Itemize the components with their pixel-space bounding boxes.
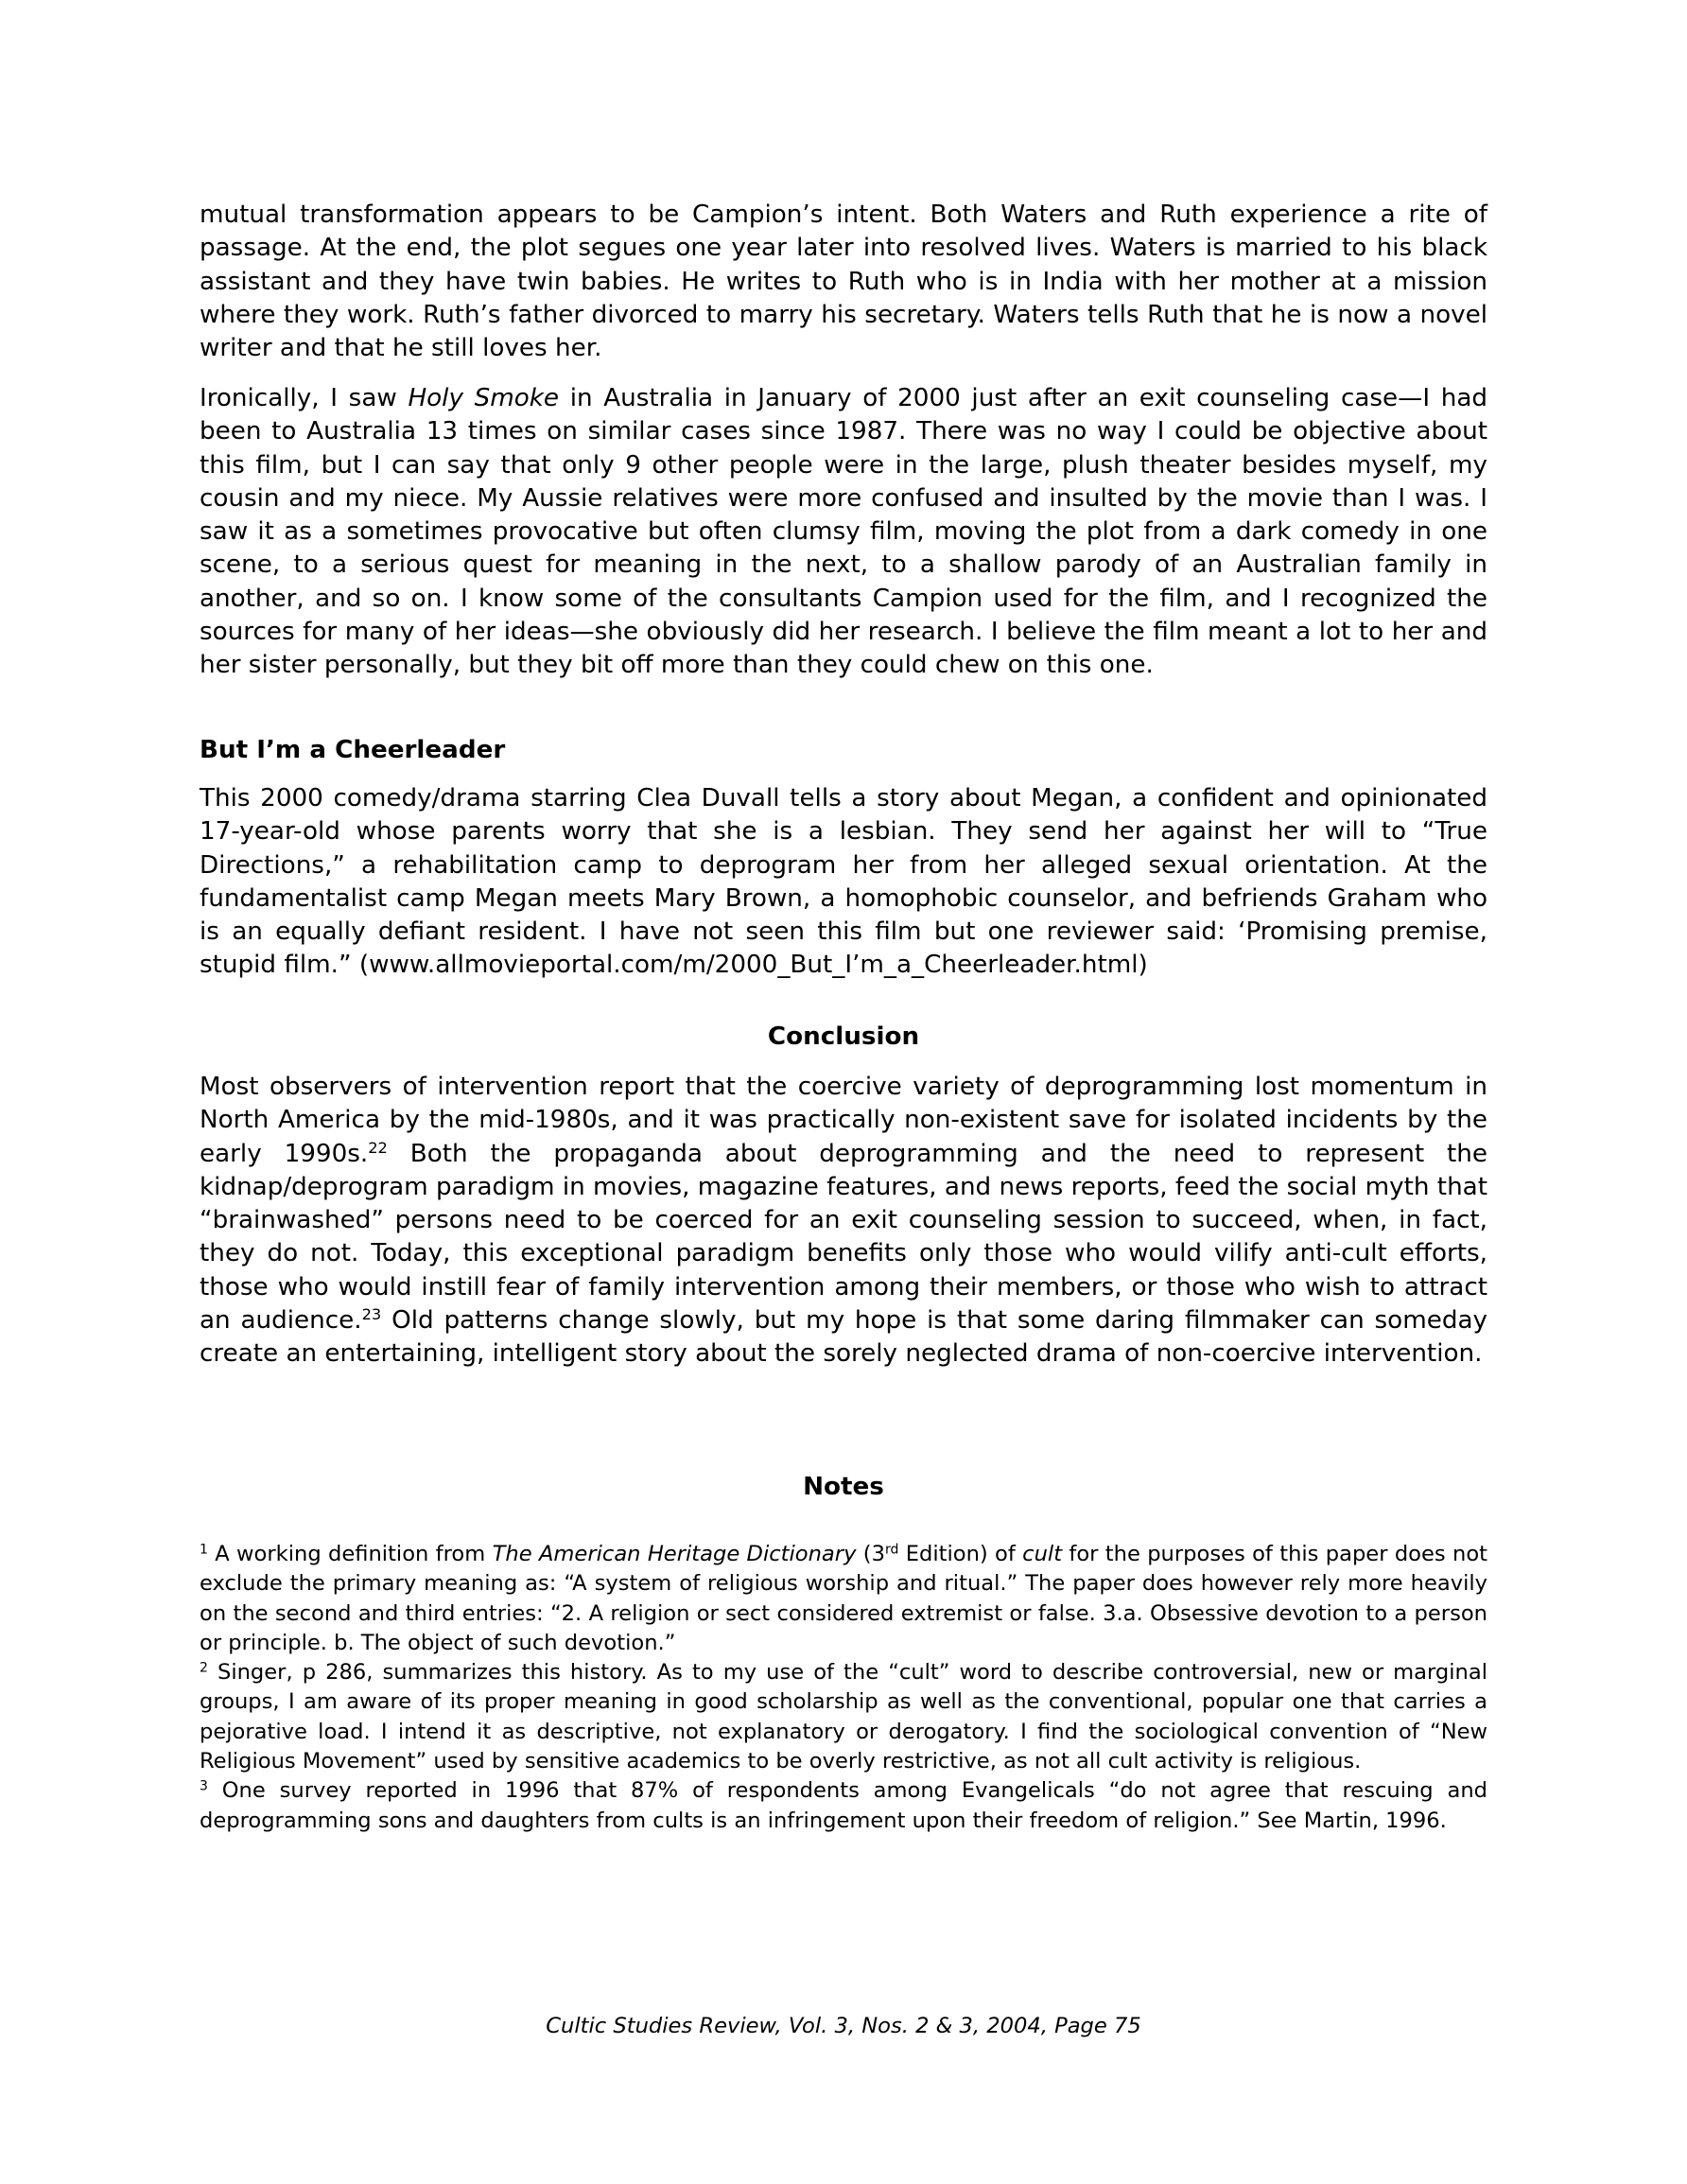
paragraph-text: Both the propaganda about deprogramming and the need to represent the kidnap/deprogram paradigm in movies, magazine features, and news reports, feed the social myth that “brainwashed” persons need to be coerced for an exit counseling session to succeed, when, in fact, they do not. Today, this exceptional paradigm benefits only those who would vilify anti-cult efforts, those who would instill fear of family intervention among their members, or those who wish to attract an audience. xyxy=(200,1139,1487,1336)
paragraph-holy-smoke-review xyxy=(200,382,1487,683)
paragraph-text: This 2000 comedy/drama starring Clea Duvall tells a story about Megan, a confident and opinionated 17-year-old whose parents worry that she is a lesbian. They send her against her will to “True Directions,” a rehabilitation camp to deprogram her from her alleged sexual orientation. At the fundamentalist camp Megan meets Mary Brown, a homophobic counselor, and befriends Graham who is an equally defiant resident. I have not seen this film but one reviewer said: ‘Promising premise, stupid film.” xyxy=(200,784,1487,980)
paragraph-cheerleader-review xyxy=(200,782,1487,983)
footnote-ref-22: 22 xyxy=(368,1138,388,1157)
note-3 xyxy=(200,1776,1487,1836)
note-text: One survey reported in 1996 that 87% of respondents among Evangelicals “do not agree that rescuing and deprogramming sons and daughters from cults is an infringement upon their freedom of religion.” See Martin, 1996. xyxy=(200,1778,1487,1833)
source-url: (www.allmovieportal.com/m/2000_But_I’m_a_Cheerleader.html) xyxy=(358,951,1148,980)
paragraph-conclusion xyxy=(200,1071,1487,1372)
footnote-ref-23: 23 xyxy=(361,1305,382,1324)
paragraph-transformation: mutual transformation appears to be Campion’s intent. Both Waters and Ruth experience a rite of passage. At the end, the plot segues one year later into resolved lives. Waters is married to his black assistant and they have twin babies. He writes to Ruth who is in India with her mother at a mission where they work. Ruth’s father divorced to marry his secretary. Waters tells Ruth that he is now a novel writer and that he still loves her. xyxy=(200,201,1487,363)
term-cult: cult xyxy=(1022,1542,1063,1566)
film-title-holy-smoke: Holy Smoke xyxy=(408,384,560,412)
ordinal-suffix: rd xyxy=(884,1542,899,1558)
note-number: 1 xyxy=(200,1542,208,1558)
note-text: (3 xyxy=(856,1542,885,1566)
paragraph-text: Ironically, I saw xyxy=(200,384,409,412)
notes-list xyxy=(200,1540,1487,1836)
note-number: 2 xyxy=(200,1660,208,1676)
paragraph-text: Most observers of intervention report that the coercive variety of deprogramming lost momentum in North America by the mid-1980s, and it was practically non-existent save for isolated incidents by the early 1990s. xyxy=(200,1073,1487,1168)
note-number: 3 xyxy=(200,1778,208,1794)
note-2 xyxy=(200,1658,1487,1776)
note-text: Singer, p 286, summarizes this history. As to my use of the “cult” word to describe controversial, new or marginal groups, I am aware of its proper meaning in good scholarship as well as the conventional, popular one that carries a pejorative load. I intend it as descriptive, not explanatory or derogatory. I find the sociological convention of “New Religious Movement” used by sensitive academics to be overly restrictive, as not all cult activity is religious. xyxy=(200,1660,1487,1774)
note-1 xyxy=(200,1540,1487,1658)
paragraph-text: Old patterns change slowly, but my hope is that some daring filmmaker can someday create an entertaining, intelligent story about the sorely neglected drama of non-coercive intervention. xyxy=(200,1306,1487,1369)
page-footer-citation: Cultic Studies Review, Vol. 3, Nos. 2 & 3, 2004, Page 75 xyxy=(546,2014,1141,2038)
note-text: for the purposes of this paper does not exclude the primary meaning as: “A system of religious worship and ritual.” The paper does however rely more heavily on the second and third entries: “2. A religion or sect considered extremist or false. 3.a. Obsessive devotion to a person or principle. b. The object of such devotion.” xyxy=(200,1542,1488,1655)
heading-notes: Notes xyxy=(803,1473,884,1501)
note-text: A working definition from xyxy=(207,1542,493,1566)
heading-conclusion: Conclusion xyxy=(767,1022,920,1051)
paragraph-text: in Australia in January of 2000 just after an exit counseling case—I had been to Australia 13 times on similar cases since 1987. There was no way I could be objective about this film, but I can say that only 9 other people were in the large, plush theater besides myself, my cousin and my niece. My Aussie relatives were more confused and insulted by the movie than I was. I saw it as a sometimes provocative but often clumsy film, moving the plot from a dark comedy in one scene, to a serious quest for meaning in the next, to a shallow parody of an Australian family in another, and so on. I know some of the consultants Campion used for the film, and I recognized the sources for many of her ideas—she obviously did her research. I believe the film meant a lot to her and her sister personally, but they bit off more than they could chew on this one. xyxy=(200,384,1487,680)
book-title: The American Heritage Dictionary xyxy=(492,1542,857,1566)
heading-but-im-a-cheerleader: But I’m a Cheerleader xyxy=(200,736,506,764)
note-text: Edition) of xyxy=(898,1542,1023,1566)
